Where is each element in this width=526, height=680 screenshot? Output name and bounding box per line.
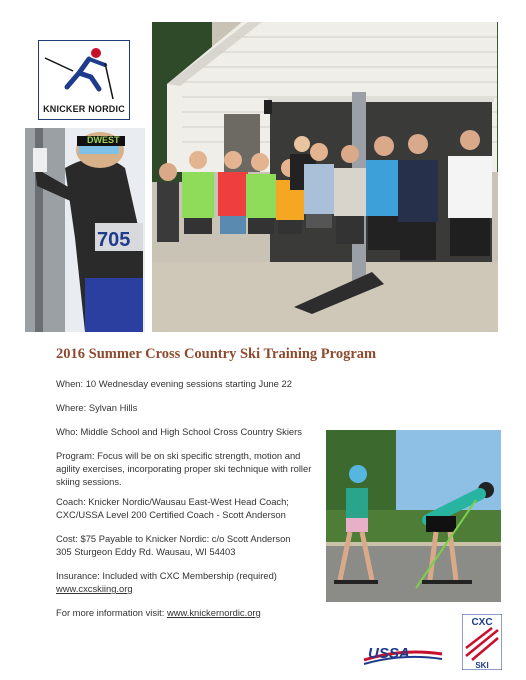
who-text: Who: Middle School and High School Cross Country Skiers xyxy=(56,426,302,437)
team-photo xyxy=(152,22,498,332)
coach-line-2: CXC/USSA Level 200 Certified Coach - Scott Anderson xyxy=(56,509,286,520)
insurance-link-row xyxy=(56,582,326,595)
ussa-logo xyxy=(362,640,444,668)
program-text: Program: Focus will be on ski specific strength, motion and agility exercises, incorporating proper ski technique with roller skiing sessions. xyxy=(56,450,312,487)
knicker-nordic-logo xyxy=(38,40,130,120)
where-text: Where: Sylvan Hills xyxy=(56,402,138,413)
cxcskiing-link[interactable]: www.cxcskiing.org xyxy=(56,583,133,594)
ussa-text: USSA xyxy=(368,645,410,662)
cxc-ski-logo xyxy=(462,614,502,670)
roller-ski-photo xyxy=(326,430,501,602)
logo-text: KNICKER NORDIC xyxy=(43,104,125,114)
when-text: When: 10 Wednesday evening sessions starting June 22 xyxy=(56,378,292,389)
cxc-top-text: CXC xyxy=(471,617,493,628)
more-info-text: For more information visit: xyxy=(56,607,167,618)
knickernordic-link[interactable]: www.knickernordic.org xyxy=(166,607,261,618)
cost-line-1: Cost: $75 Payable to Knicker Nordic: c/o Scott Anderson xyxy=(56,533,291,544)
headband-text: DWEST xyxy=(87,135,120,145)
cost-line-2: 305 Sturgeon Eddy Rd. Wausau, WI 54403 xyxy=(56,546,236,557)
coach-line-1: Coach: Knicker Nordic/Wausau East-West Head Coach; xyxy=(56,496,289,507)
program-title: 2016 Summer Cross Country Ski Training Program xyxy=(56,346,377,362)
bib-number: 705 xyxy=(97,229,131,251)
insurance-text: Insurance: Included with CXC Membership (required) xyxy=(56,570,277,581)
skier-logo-icon xyxy=(39,43,129,103)
cxc-bottom-text: SKI xyxy=(475,661,489,670)
racer-photo xyxy=(25,128,145,332)
more-info-row xyxy=(56,606,326,619)
